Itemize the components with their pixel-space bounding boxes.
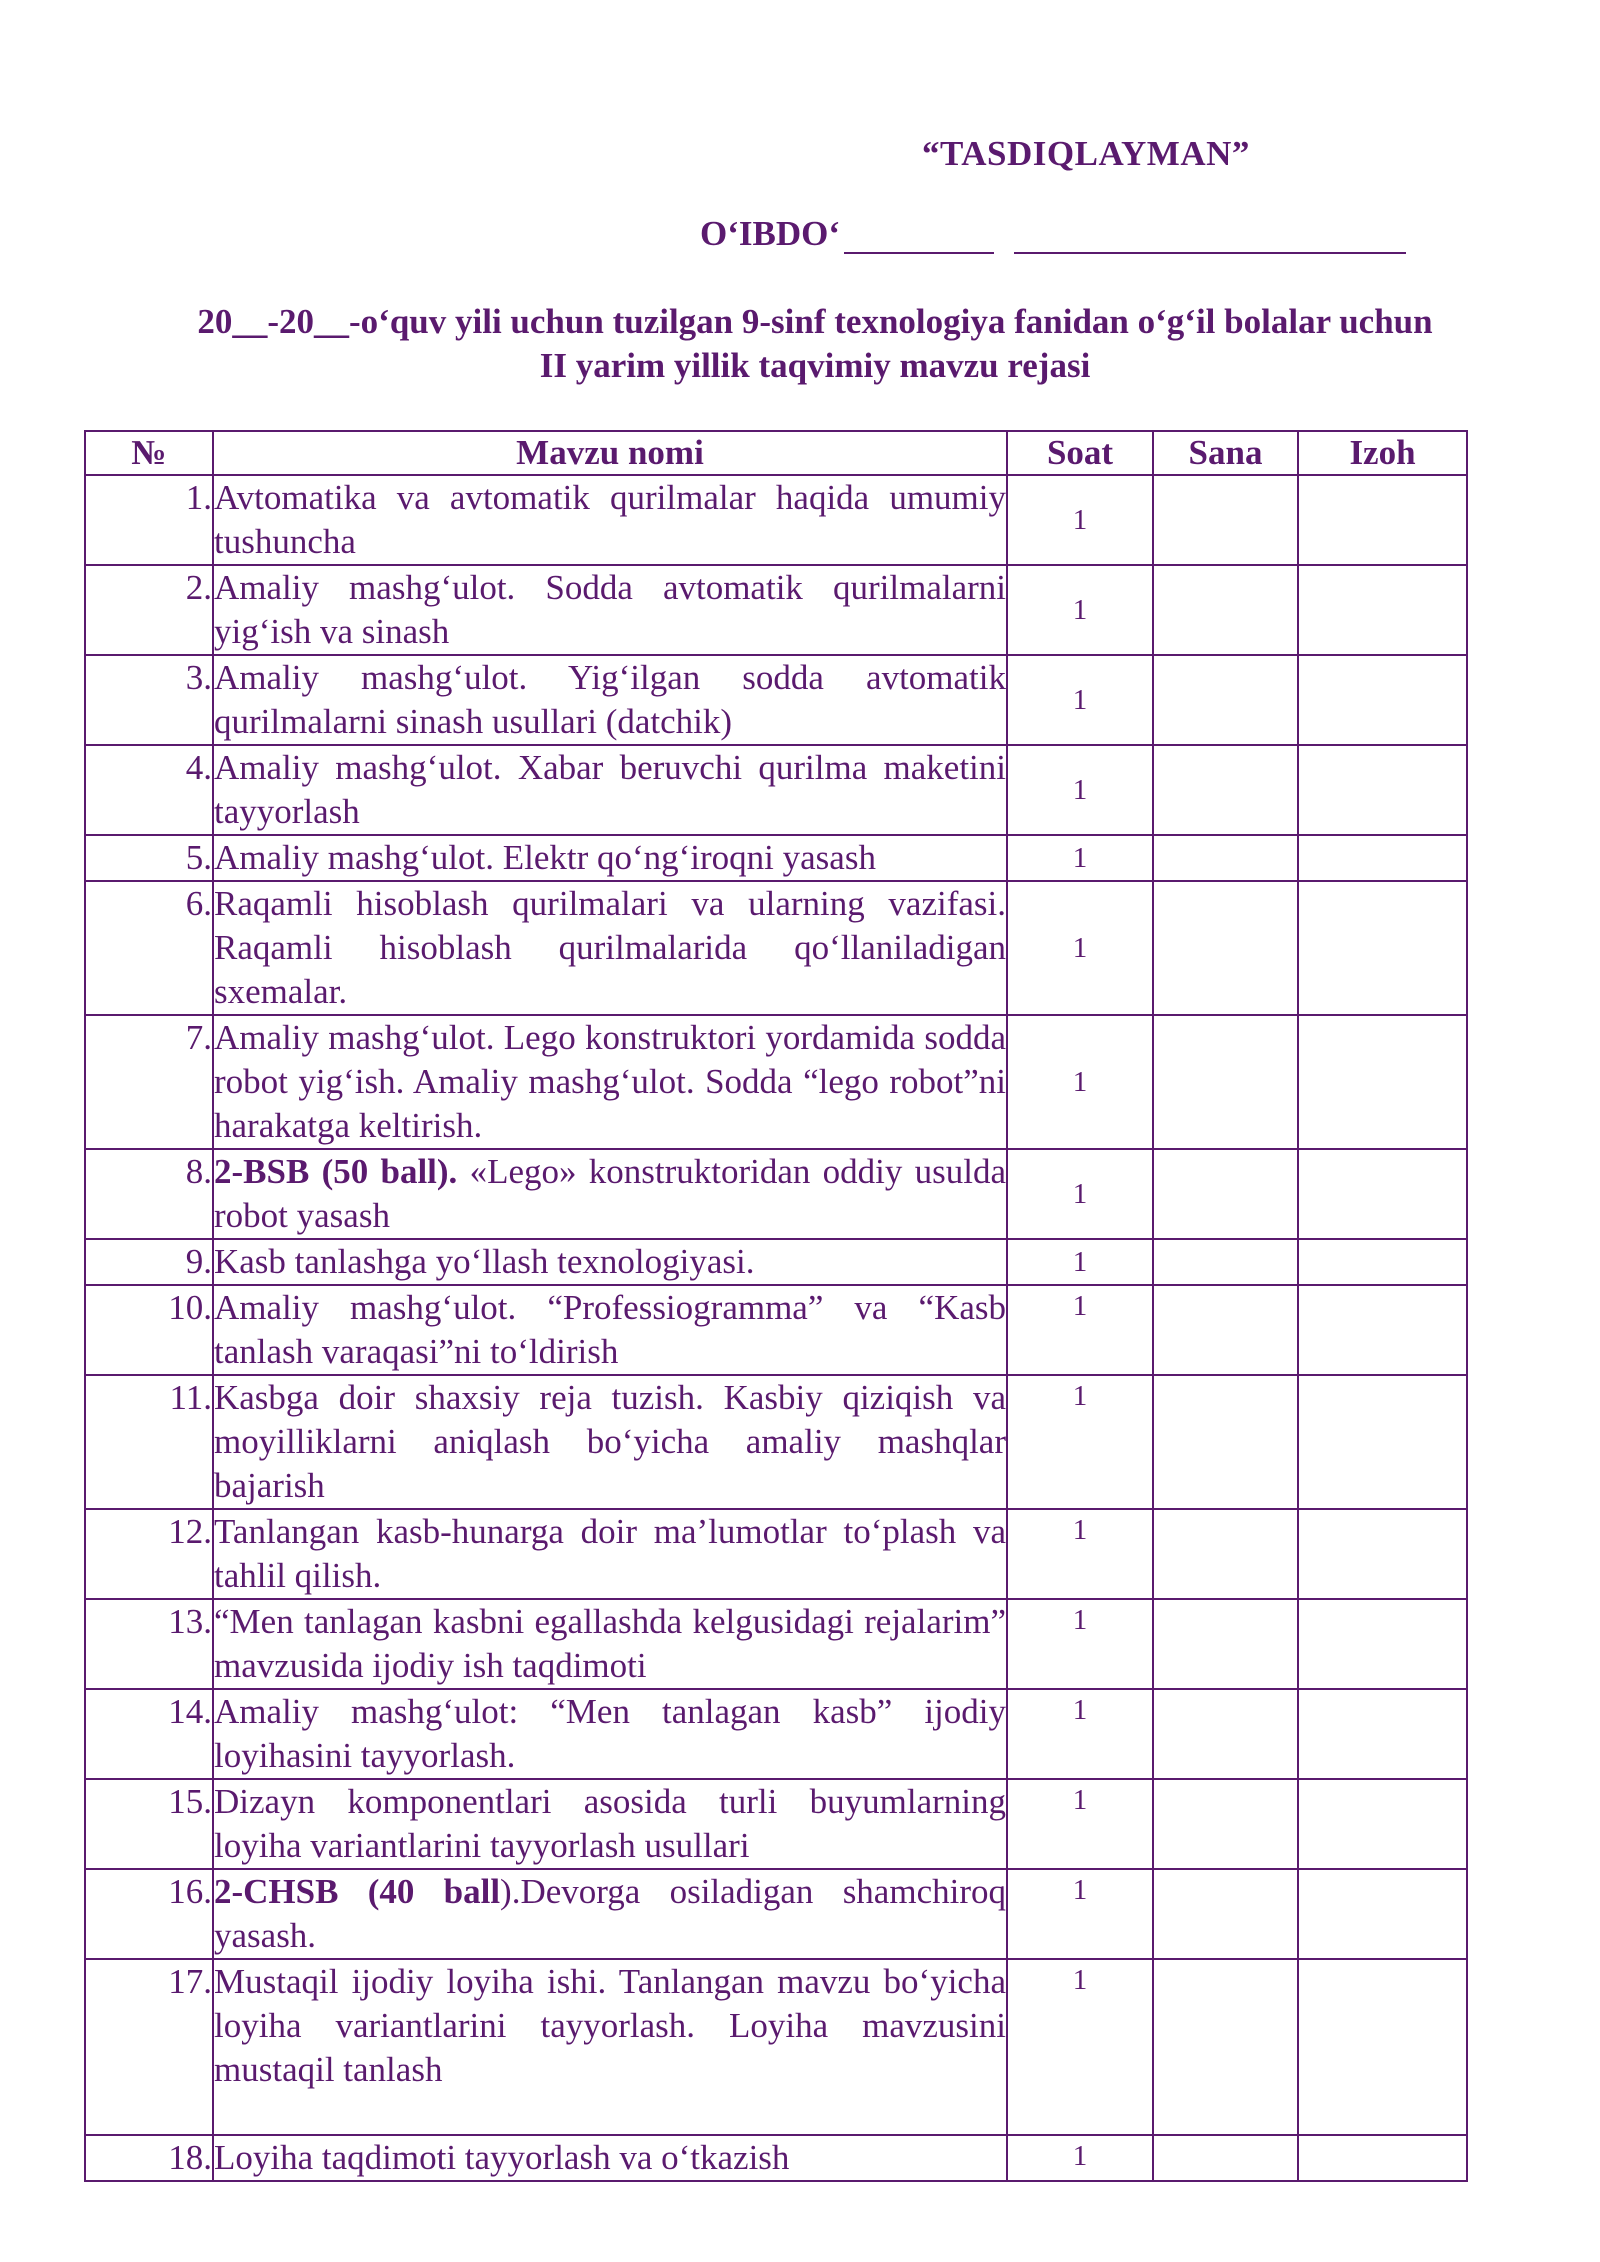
- row-topic: Loyiha taqdimoti tayyorlash va o‘tkazish: [213, 2135, 1007, 2181]
- row-hours: 1: [1007, 1689, 1153, 1779]
- row-date-cell: [1153, 1779, 1298, 1869]
- row-note-cell: [1298, 1869, 1467, 1959]
- row-number: 7.: [85, 1015, 213, 1149]
- row-topic: Amaliy mashg‘ulot. Elektr qo‘ng‘iroqni yasash: [213, 835, 1007, 881]
- row-hours: 1: [1007, 1959, 1153, 2135]
- row-number: 5.: [85, 835, 213, 881]
- director-label: O‘IBDO‘: [700, 214, 840, 253]
- row-date-cell: [1153, 565, 1298, 655]
- row-topic: Avtomatika va avtomatik qurilmalar haqida umumiy tushuncha: [213, 475, 1007, 565]
- row-number: 18.: [85, 2135, 213, 2181]
- table-row: [85, 745, 1467, 835]
- table-row: [85, 655, 1467, 745]
- assessment-label: 2-BSB (50 ball).: [214, 1152, 458, 1191]
- row-note-cell: [1298, 565, 1467, 655]
- row-note-cell: [1298, 1599, 1467, 1689]
- row-number: 1.: [85, 475, 213, 565]
- row-hours: 1: [1007, 2135, 1153, 2181]
- row-topic: [213, 1149, 1007, 1239]
- table-row: [85, 1509, 1467, 1599]
- row-date-cell: [1153, 1285, 1298, 1375]
- table-row: [85, 475, 1467, 565]
- row-note-cell: [1298, 745, 1467, 835]
- title-line-1: 20__-20__-o‘quv yili uchun tuzilgan 9-sinf texnologiya fanidan o‘g‘il bolalar uchun: [197, 302, 1433, 341]
- row-topic: Amaliy mashg‘ulot. “Professiogramma” va “Kasb tanlash varaqasi”ni to‘ldirish: [213, 1285, 1007, 1375]
- row-topic: Amaliy mashg‘ulot. Xabar beruvchi qurilma maketini tayyorlash: [213, 745, 1007, 835]
- row-date-cell: [1153, 475, 1298, 565]
- row-date-cell: [1153, 2135, 1298, 2181]
- table-row: [85, 1869, 1467, 1959]
- table-row: [85, 835, 1467, 881]
- row-date-cell: [1153, 1599, 1298, 1689]
- row-topic: Amaliy mashg‘ulot. Yig‘ilgan sodda avtomatik qurilmalarni sinash usullari (datchik): [213, 655, 1007, 745]
- row-topic: Kasbga doir shaxsiy reja tuzish. Kasbiy qiziqish va moyilliklarni aniqlash bo‘yicha amaliy mashqlar bajarish: [213, 1375, 1007, 1509]
- row-number: 8.: [85, 1149, 213, 1239]
- row-number: 4.: [85, 745, 213, 835]
- row-number: 16.: [85, 1869, 213, 1959]
- row-topic: Amaliy mashg‘ulot. Sodda avtomatik qurilmalarni yig‘ish va sinash: [213, 565, 1007, 655]
- row-topic: Amaliy mashg‘ulot. Lego konstruktori yordamida sodda robot yig‘ish. Amaliy mashg‘ulot. Sodda “lego robot”ni harakatga keltirish.: [213, 1015, 1007, 1149]
- row-note-cell: [1298, 835, 1467, 881]
- column-header-topic: Mavzu nomi: [213, 431, 1007, 475]
- row-date-cell: [1153, 835, 1298, 881]
- table-row: [85, 565, 1467, 655]
- row-note-cell: [1298, 2135, 1467, 2181]
- title-line-2: II yarim yillik taqvimiy mavzu rejasi: [539, 346, 1091, 385]
- row-date-cell: [1153, 655, 1298, 745]
- row-hours: 1: [1007, 1779, 1153, 1869]
- row-hours: 1: [1007, 881, 1153, 1015]
- column-header-date: Sana: [1153, 431, 1298, 475]
- topic-text: «Lego» konstruktoridan oddiy usulda robot yasash: [214, 1152, 1006, 1235]
- row-note-cell: [1298, 1149, 1467, 1239]
- column-header-hours: Soat: [1007, 431, 1153, 475]
- column-header-number: №: [85, 431, 213, 475]
- row-topic: Raqamli hisoblash qurilmalari va ularning vazifasi. Raqamli hisoblash qurilmalarida qo‘llaniladigan sxemalar.: [213, 881, 1007, 1015]
- row-hours: 1: [1007, 655, 1153, 745]
- table-row: [85, 1285, 1467, 1375]
- row-number: 13.: [85, 1599, 213, 1689]
- table-row: [85, 1689, 1467, 1779]
- row-number: 6.: [85, 881, 213, 1015]
- table-header-row: [85, 431, 1467, 475]
- row-topic: Dizayn komponentlari asosida turli buyumlarning loyiha variantlarini tayyorlash usullari: [213, 1779, 1007, 1869]
- row-hours: 1: [1007, 1869, 1153, 1959]
- table-row: [85, 1599, 1467, 1689]
- row-hours: 1: [1007, 565, 1153, 655]
- table-row: [85, 1015, 1467, 1149]
- row-note-cell: [1298, 881, 1467, 1015]
- assessment-label: 2-CHSB (40 ball: [214, 1872, 501, 1911]
- row-date-cell: [1153, 1149, 1298, 1239]
- row-number: 2.: [85, 565, 213, 655]
- approval-heading: “TASDIQLAYMAN”: [922, 134, 1250, 173]
- row-note-cell: [1298, 1779, 1467, 1869]
- signature-blank: [844, 218, 994, 254]
- row-number: 10.: [85, 1285, 213, 1375]
- director-signature-line: [700, 214, 1406, 254]
- row-hours: 1: [1007, 1375, 1153, 1509]
- row-note-cell: [1298, 655, 1467, 745]
- row-date-cell: [1153, 1375, 1298, 1509]
- row-note-cell: [1298, 1015, 1467, 1149]
- row-topic: Kasb tanlashga yo‘llash texnologiyasi.: [213, 1239, 1007, 1285]
- row-note-cell: [1298, 1239, 1467, 1285]
- row-date-cell: [1153, 745, 1298, 835]
- table-row: [85, 1149, 1467, 1239]
- row-topic: “Men tanlagan kasbni egallashda kelgusidagi rejalarim” mavzusida ijodiy ish taqdimoti: [213, 1599, 1007, 1689]
- row-number: 14.: [85, 1689, 213, 1779]
- topic-text: ).Devorga osiladigan shamchiroq yasash.: [214, 1872, 1006, 1955]
- row-number: 9.: [85, 1239, 213, 1285]
- document-title: [130, 300, 1500, 388]
- table-row: [85, 1239, 1467, 1285]
- table-row: [85, 1375, 1467, 1509]
- row-date-cell: [1153, 1015, 1298, 1149]
- row-hours: 1: [1007, 1509, 1153, 1599]
- row-date-cell: [1153, 1509, 1298, 1599]
- row-number: 12.: [85, 1509, 213, 1599]
- row-hours: 1: [1007, 745, 1153, 835]
- row-hours: 1: [1007, 1015, 1153, 1149]
- row-hours: 1: [1007, 1599, 1153, 1689]
- row-topic: Amaliy mashg‘ulot: “Men tanlagan kasb” ijodiy loyihasini tayyorlash.: [213, 1689, 1007, 1779]
- row-note-cell: [1298, 1375, 1467, 1509]
- column-header-note: Izoh: [1298, 431, 1467, 475]
- row-note-cell: [1298, 1285, 1467, 1375]
- lesson-plan-table: [84, 430, 1468, 2182]
- row-hours: 1: [1007, 1239, 1153, 1285]
- row-hours: 1: [1007, 835, 1153, 881]
- row-topic: Mustaqil ijodiy loyiha ishi. Tanlangan mavzu bo‘yicha loyiha variantlarini tayyorlash. Loyiha mavzusini mustaqil tanlash: [213, 1959, 1007, 2135]
- table-row: [85, 881, 1467, 1015]
- row-date-cell: [1153, 1959, 1298, 2135]
- row-number: 11.: [85, 1375, 213, 1509]
- row-number: 15.: [85, 1779, 213, 1869]
- table-row: [85, 1779, 1467, 1869]
- row-note-cell: [1298, 475, 1467, 565]
- row-date-cell: [1153, 1689, 1298, 1779]
- table-row: [85, 1959, 1467, 2135]
- row-note-cell: [1298, 1509, 1467, 1599]
- row-date-cell: [1153, 1239, 1298, 1285]
- row-topic: [213, 1869, 1007, 1959]
- row-hours: 1: [1007, 1149, 1153, 1239]
- row-note-cell: [1298, 1959, 1467, 2135]
- row-date-cell: [1153, 881, 1298, 1015]
- row-topic: Tanlangan kasb-hunarga doir ma’lumotlar to‘plash va tahlil qilish.: [213, 1509, 1007, 1599]
- row-note-cell: [1298, 1689, 1467, 1779]
- row-hours: 1: [1007, 475, 1153, 565]
- row-date-cell: [1153, 1869, 1298, 1959]
- row-hours: 1: [1007, 1285, 1153, 1375]
- name-blank: [1014, 218, 1406, 254]
- table-row: [85, 2135, 1467, 2181]
- row-number: 3.: [85, 655, 213, 745]
- row-number: 17.: [85, 1959, 213, 2135]
